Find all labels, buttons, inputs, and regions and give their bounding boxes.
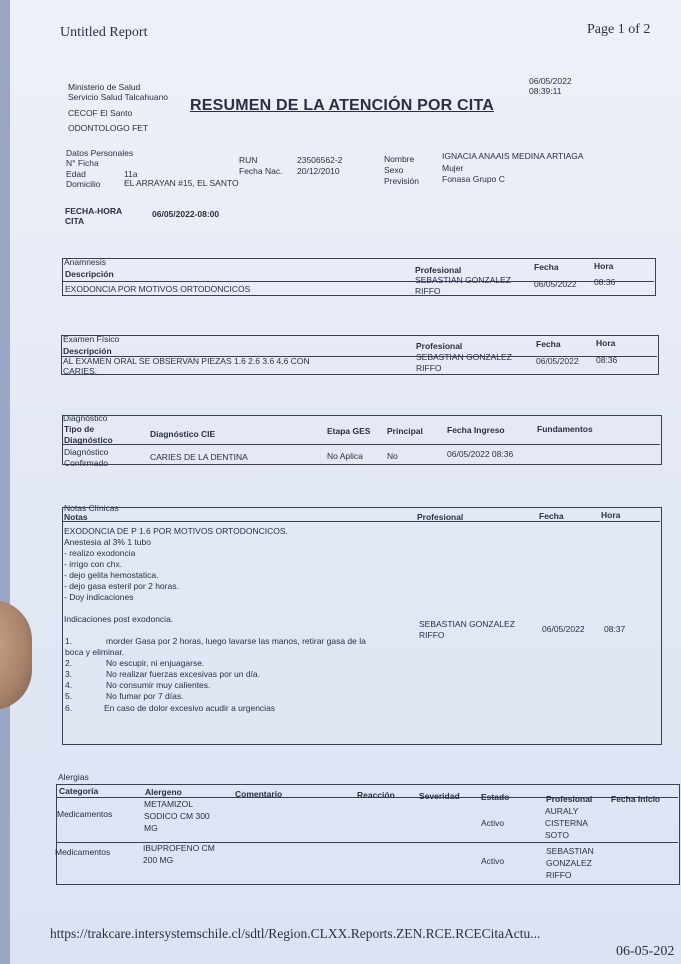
edad-label: Edad bbox=[66, 169, 86, 179]
institution-center: CECOF El Santo bbox=[68, 108, 133, 118]
examen-descripcion-line2: CARIES. bbox=[63, 366, 98, 376]
indicacion-number: 4. bbox=[65, 680, 73, 690]
indicacion-number: 5. bbox=[65, 691, 73, 701]
examen-header-profesional: Profesional bbox=[416, 341, 463, 351]
alergias-header-reaccion: Reacción bbox=[357, 790, 395, 800]
notas-line: - realizo exodoncia bbox=[64, 548, 136, 558]
notas-divider bbox=[62, 521, 660, 522]
alergias-header-comentario: Comentario bbox=[235, 789, 283, 799]
diagnostico-tipo-line1: Diagnóstico bbox=[64, 447, 109, 457]
notas-profesional-line2: RIFFO bbox=[419, 630, 445, 640]
examen-profesional-line2: RIFFO bbox=[416, 363, 442, 373]
domicilio-value: EL ARRAYAN #15, EL SANTO bbox=[124, 178, 239, 188]
anamnesis-header-hora: Hora bbox=[594, 261, 614, 271]
report-header-title: Untitled Report bbox=[60, 25, 148, 40]
alergias-header-severidad: Severidad bbox=[419, 791, 460, 801]
diagnostico-section-label: Diagnóstico bbox=[63, 413, 108, 423]
footer-date: 06-05-202 bbox=[616, 944, 675, 959]
diagnostico-header-principal: Principal bbox=[387, 426, 423, 436]
alergia-alergeno-line2: SODICO CM 300 bbox=[144, 811, 210, 821]
alergia-profesional-line3: SOTO bbox=[545, 830, 569, 840]
ficha-label: N° Ficha bbox=[66, 158, 99, 168]
indicacion-text: No consumir muy calientes. bbox=[106, 680, 211, 690]
diagnostico-header-tipo-line2: Diagnóstico bbox=[64, 435, 113, 445]
diagnostico-header-etapa: Etapa GES bbox=[327, 426, 371, 436]
nombre-label: Nombre bbox=[384, 154, 415, 164]
alergia-alergeno-line3: MG bbox=[144, 823, 158, 833]
alergias-section-label: Alergias bbox=[58, 772, 89, 782]
footer-url: https://trakcare.intersystemschile.cl/sdtl/Region.CLXX.Reports.ZEN.RCE.RCECitaActu... bbox=[50, 926, 541, 941]
indicacion-text: boca y eliminar. bbox=[65, 647, 125, 657]
alergia-alergeno-line1: IBUPROFENO CM bbox=[143, 843, 215, 853]
sexo-value: Mujer bbox=[442, 163, 464, 173]
diagnostico-principal: No bbox=[387, 451, 398, 461]
examen-hora: 08:36 bbox=[596, 355, 618, 365]
anamnesis-header-fecha: Fecha bbox=[534, 262, 559, 272]
nombre-value: IGNACIA ANAAIS MEDINA ARTIAGA bbox=[442, 151, 584, 161]
diagnostico-fecha-ingreso: 06/05/2022 08:36 bbox=[447, 449, 514, 459]
notas-header-fecha: Fecha bbox=[539, 511, 564, 521]
institution-ministry: Ministerio de Salud bbox=[68, 82, 141, 92]
diagnostico-etapa: No Aplica bbox=[327, 451, 363, 461]
diagnostico-divider bbox=[62, 444, 660, 445]
notas-header-profesional: Profesional bbox=[417, 512, 464, 522]
edad-value: 11a bbox=[124, 169, 138, 179]
indicacion-number: 6. bbox=[65, 703, 73, 713]
anamnesis-header-profesional: Profesional bbox=[415, 265, 462, 275]
alergia-profesional-line2: CISTERNA bbox=[545, 818, 588, 828]
notas-line: - irrigo con chx. bbox=[64, 559, 123, 569]
notas-header-hora: Hora bbox=[601, 510, 621, 520]
cita-datetime: 06/05/2022-08:00 bbox=[152, 209, 220, 219]
notas-fecha: 06/05/2022 bbox=[542, 624, 585, 634]
run-label: RUN bbox=[239, 155, 258, 165]
report-title: RESUMEN DE LA ATENCIÓN POR CITA bbox=[190, 97, 494, 114]
alergia-estado: Activo bbox=[481, 856, 505, 866]
anamnesis-profesional-line2: RIFFO bbox=[415, 286, 441, 296]
notas-profesional-line1: SEBASTIAN GONZALEZ bbox=[419, 619, 515, 629]
notas-line: - dejo gasa esteril por 2 horas. bbox=[64, 581, 179, 591]
alergias-header-fecha-inicio: Fecha Inicio bbox=[611, 794, 661, 804]
print-time: 08:39:11 bbox=[529, 86, 562, 96]
indicacion-number: 1. bbox=[65, 636, 73, 646]
indicacion-text: No realizar fuerzas excesivas por un día. bbox=[106, 669, 261, 679]
examen-section-label: Examen Físico bbox=[63, 334, 120, 344]
examen-header-hora: Hora bbox=[596, 338, 616, 348]
alergia-profesional-line3: RIFFO bbox=[546, 870, 572, 880]
notas-hora: 08:37 bbox=[604, 624, 626, 634]
anamnesis-hora: 08:36 bbox=[594, 277, 616, 287]
prevision-value: Fonasa Grupo C bbox=[442, 174, 505, 184]
anamnesis-section-label: Anamnesis bbox=[64, 257, 107, 267]
diagnostico-header-fundamentos: Fundamentos bbox=[537, 424, 593, 434]
diagnostico-tipo-line2: Confirmado bbox=[64, 458, 108, 468]
cita-label-line2: CITA bbox=[65, 216, 85, 226]
indicacion-text: En caso de dolor excesivo acudir a urgencias bbox=[104, 703, 276, 713]
notas-indicaciones-title: Indicaciones post exodoncia. bbox=[64, 614, 174, 624]
alergias-header-estado: Estado bbox=[481, 792, 510, 802]
institution-unit: ODONTOLOGO FET bbox=[68, 123, 149, 133]
alergia-alergeno-line2: 200 MG bbox=[143, 855, 174, 865]
anamnesis-header-descripcion: Descripción bbox=[65, 269, 114, 279]
indicacion-text: No escupir, ni enjuagarse. bbox=[106, 658, 205, 668]
alergia-profesional-line1: SEBASTIAN bbox=[546, 846, 594, 856]
notas-section-label: Notas Clínicas bbox=[64, 503, 119, 513]
examen-descripcion-line1: AL EXAMEN ORAL SE OBSERVAN PIEZAS 1.6 2.6 3.6 4.6 CON bbox=[63, 356, 310, 366]
notas-header-notas: Notas bbox=[64, 512, 88, 522]
examen-profesional-line1: SEBASTIAN GONZALEZ bbox=[416, 352, 512, 362]
examen-table bbox=[61, 335, 659, 375]
indicacion-number: 2. bbox=[65, 658, 73, 668]
domicilio-label: Domicilio bbox=[66, 179, 101, 189]
alergia-alergeno-line1: METAMIZOL bbox=[144, 799, 193, 809]
alergias-header-categoria: Categoría bbox=[59, 786, 99, 796]
page-number: Page 1 of 2 bbox=[587, 22, 651, 37]
anamnesis-fecha: 06/05/2022 bbox=[534, 279, 577, 289]
alergia-estado: Activo bbox=[481, 818, 505, 828]
diagnostico-header-tipo-line1: Tipo de bbox=[64, 424, 95, 434]
prevision-label: Previsión bbox=[384, 176, 419, 186]
alergias-header-alergeno: Alergeno bbox=[145, 787, 182, 797]
diagnostico-header-fecha: Fecha Ingreso bbox=[447, 425, 505, 435]
alergias-header-profesional: Profesional bbox=[546, 794, 593, 804]
alergia-profesional-line1: AURALY bbox=[545, 806, 579, 816]
alergia-profesional-line2: GONZALEZ bbox=[546, 858, 592, 868]
alergia-categoria: Medicamentos bbox=[57, 809, 113, 819]
diagnostico-cie: CARIES DE LA DENTINA bbox=[150, 452, 248, 462]
examen-header-descripcion: Descripción bbox=[63, 346, 112, 356]
diagnostico-header-cie: Diagnóstico CIE bbox=[150, 429, 216, 439]
notas-line: - Doy indicaciones bbox=[64, 592, 134, 602]
indicacion-text: morder Gasa por 2 horas, luego lavarse las manos, retirar gasa de la bbox=[106, 636, 366, 646]
fecha-nac-label: Fecha Nac. bbox=[239, 166, 283, 176]
sexo-label: Sexo bbox=[384, 165, 404, 175]
indicacion-number: 3. bbox=[65, 669, 73, 679]
print-date: 06/05/2022 bbox=[529, 76, 572, 86]
institution-service: Servicio Salud Talcahuano bbox=[68, 92, 169, 102]
report-page bbox=[10, 0, 681, 964]
anamnesis-descripcion: EXODONCIA POR MOTIVOS ORTODONCICOS bbox=[65, 284, 251, 294]
notas-line: - dejo gelita hemostatica. bbox=[64, 570, 159, 580]
notas-line: EXODONCIA DE P 1.6 POR MOTIVOS ORTODONCICOS. bbox=[64, 526, 288, 536]
fecha-nac-value: 20/12/2010 bbox=[297, 166, 340, 176]
run-value: 23506562-2 bbox=[297, 155, 343, 165]
personal-section-label: Datos Personales bbox=[66, 148, 134, 158]
examen-fecha: 06/05/2022 bbox=[536, 356, 579, 366]
anamnesis-profesional-line1: SEBASTIAN GONZALEZ bbox=[415, 275, 511, 285]
alergia-categoria: Medicamentos bbox=[55, 847, 111, 857]
notas-line: Anestesia al 3% 1 tubo bbox=[64, 537, 151, 547]
examen-header-fecha: Fecha bbox=[536, 339, 561, 349]
indicacion-text: No fumar por 7 días. bbox=[106, 691, 184, 701]
cita-label-line1: FECHA-HORA bbox=[65, 206, 123, 216]
